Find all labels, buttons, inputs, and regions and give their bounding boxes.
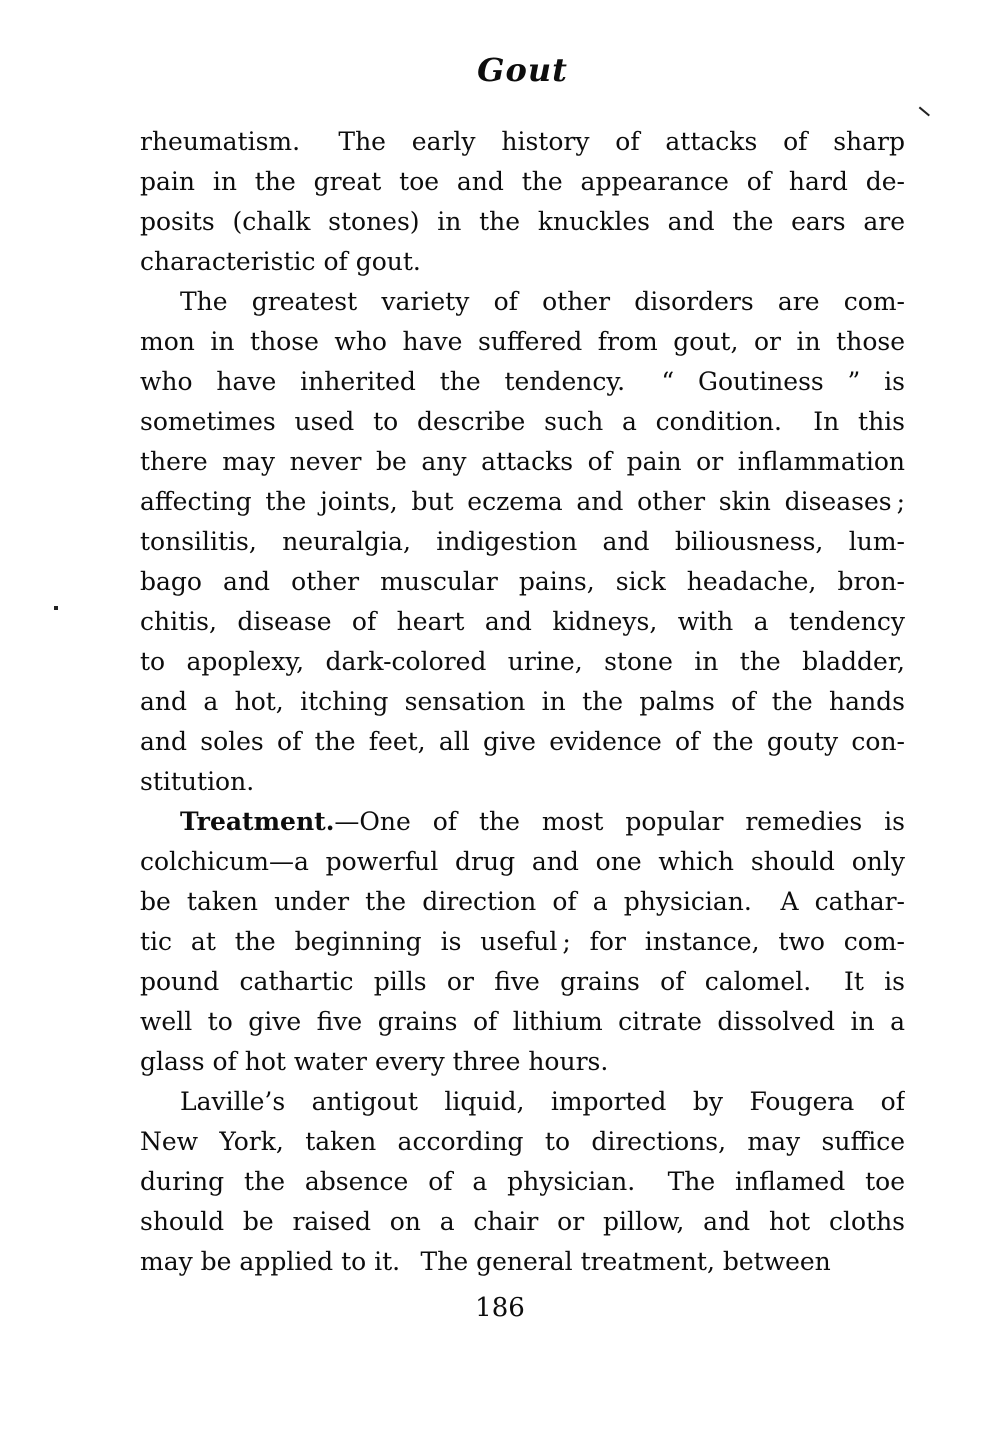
text-line: New York, taken according to directions, may suffice (140, 1127, 905, 1156)
text-line: chitis, disease of heart and kidneys, with a tendency (140, 607, 905, 636)
page-title: Gout (477, 51, 568, 89)
text-line: posits (chalk stones) in the knuckles and the ears are (140, 207, 905, 236)
text-line: and soles of the feet, all give evidence of the gouty con- (140, 727, 905, 756)
text-line: there may never be any attacks of pain or inflammation (140, 447, 905, 476)
paragraph (140, 802, 905, 1082)
text-line: during the absence of a physician. The inflamed toe (140, 1167, 905, 1196)
text-block (140, 122, 905, 1282)
text-line: may be applied to it. The general treatment, between (140, 1247, 831, 1276)
text-line: sometimes used to describe such a condition. In this (140, 407, 905, 436)
page-number: 186 (475, 1293, 525, 1323)
text-line: well to give five grains of lithium citrate dissolved in a (140, 1007, 905, 1036)
paragraph-lead: Treatment. (180, 807, 335, 836)
text-line: who have inherited the tendency. “ Goutiness ” is (140, 367, 905, 396)
text-line: mon in those who have suffered from gout, or in those (140, 327, 905, 356)
paragraph (140, 1082, 905, 1282)
text-line: tic at the beginning is useful ; for instance, two com- (140, 927, 905, 956)
text-line: Laville’s antigout liquid, imported by Fougera of (180, 1087, 905, 1116)
text-line: pain in the great toe and the appearance of hard de- (140, 167, 905, 196)
text-line: be taken under the direction of a physician. A cathar- (140, 887, 905, 916)
text-line: colchicum—a powerful drug and one which should only (140, 847, 905, 876)
text-line: tonsilitis, neuralgia, indigestion and biliousness, lum- (140, 527, 905, 556)
text-line: stitution. (140, 767, 255, 796)
scan-artifact-dot (54, 606, 58, 610)
text-line: should be raised on a chair or pillow, and hot cloths (140, 1207, 905, 1236)
text-line: Treatment.—One of the most popular remedies is (180, 807, 905, 836)
text-line: affecting the joints, but eczema and other skin diseases ; (140, 487, 905, 516)
text-line: glass of hot water every three hours. (140, 1047, 609, 1076)
text-line: bago and other muscular pains, sick headache, bron- (140, 567, 905, 596)
paragraph (140, 282, 905, 802)
text-line: pound cathartic pills or five grains of calomel. It is (140, 967, 905, 996)
scan-artifact-mark (919, 97, 939, 117)
text-line: to apoplexy, dark-colored urine, stone in the bladder, (140, 647, 905, 676)
text-line: rheumatism. The early history of attacks of sharp (140, 127, 905, 156)
paragraph (140, 122, 905, 282)
text-line: characteristic of gout. (140, 247, 421, 276)
text-line: The greatest variety of other disorders are com- (180, 287, 905, 316)
text-line: and a hot, itching sensation in the palms of the hands (140, 687, 905, 716)
